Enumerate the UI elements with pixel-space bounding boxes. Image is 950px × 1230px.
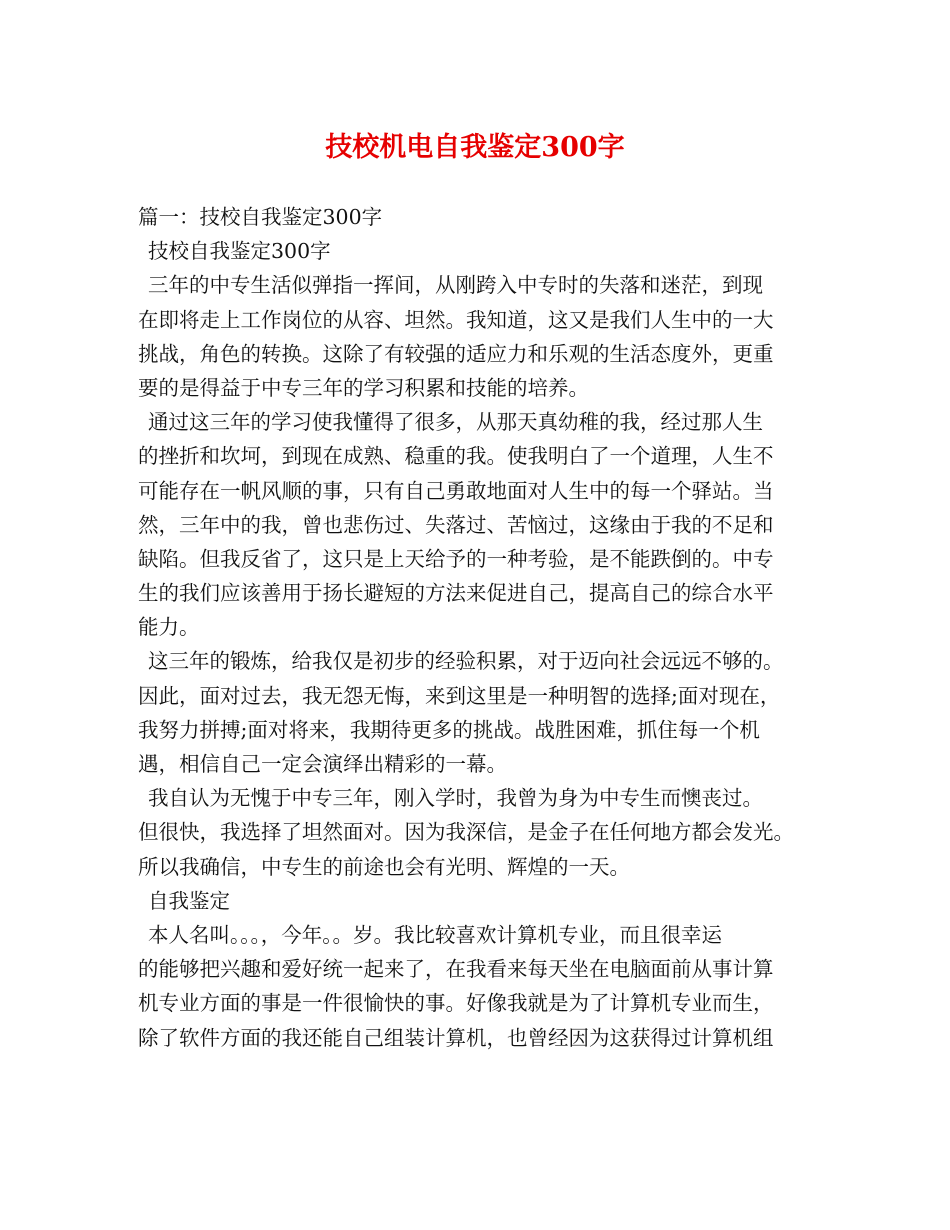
text-line: 的能够把兴趣和爱好统一起来了，在我看来每天坐在电脑面前从事计算 bbox=[138, 957, 774, 982]
text-line: 但很快，我选择了坦然面对。因为我深信，是金子在任何地方都会发光。 bbox=[138, 820, 794, 845]
text-line: 我自认为无愧于中专三年，刚入学时，我曾为身为中专生而懊丧过。 bbox=[148, 786, 763, 811]
text-line: 要的是得益于中专三年的学习积累和技能的培养。 bbox=[138, 375, 589, 400]
text-line: 能力。 bbox=[138, 615, 200, 640]
text-line: 通过这三年的学习使我懂得了很多，从那天真幼稚的我，经过那人生 bbox=[148, 410, 763, 435]
text-line: 因此，面对过去，我无怨无悔，来到这里是一种明智的选择;面对现在， bbox=[138, 683, 781, 708]
text-line: 除了软件方面的我还能自己组装计算机，也曾经因为这获得过计算机组 bbox=[138, 1025, 774, 1050]
text-line: 缺陷。但我反省了，这只是上天给予的一种考验，是不能跌倒的。中专 bbox=[138, 546, 774, 571]
text-line: 技校自我鉴定300字 bbox=[148, 239, 331, 264]
text-line: 挑战，角色的转换。这除了有较强的适应力和乐观的生活态度外，更重 bbox=[138, 341, 774, 366]
text-line: 机专业方面的事是一件很愉快的事。好像我就是为了计算机专业而生， bbox=[138, 991, 774, 1016]
text-line: 这三年的锻炼，给我仅是初步的经验积累，对于迈向社会远远不够的。 bbox=[148, 649, 784, 674]
document-body bbox=[138, 200, 828, 1055]
text-line: 本人名叫。。。，今年。。岁。我比较喜欢计算机专业，而且很幸运 bbox=[148, 922, 722, 947]
text-line: 自我鉴定 bbox=[148, 888, 230, 913]
text-line: 然，三年中的我，曾也悲伤过、失落过、苦恼过，这缘由于我的不足和 bbox=[138, 512, 774, 537]
text-line: 篇一：技校自我鉴定300字 bbox=[138, 205, 383, 229]
text-line: 可能存在一帆风顺的事，只有自己勇敢地面对人生中的每一个驿站。当 bbox=[138, 478, 774, 503]
text-line: 生的我们应该善用于扬长避短的方法来促进自己，提高自己的综合水平 bbox=[138, 581, 774, 606]
text-line: 三年的中专生活似弹指一挥间，从刚跨入中专时的失落和迷茫，到现 bbox=[148, 273, 763, 298]
text-line: 所以我确信，中专生的前途也会有光明、辉煌的一天。 bbox=[138, 854, 630, 879]
text-line: 在即将走上工作岗位的从容、坦然。我知道，这又是我们人生中的一大 bbox=[138, 307, 774, 332]
text-line: 我努力拼搏;面对将来，我期待更多的挑战。战胜困难，抓住每一个机 bbox=[138, 717, 760, 742]
text-line: 遇，相信自己一定会演绎出精彩的一幕。 bbox=[138, 752, 507, 776]
document-title: 技校机电自我鉴定300字 bbox=[325, 132, 625, 163]
text-line: 的挫折和坎坷，到现在成熟、稳重的我。使我明白了一个道理，人生不 bbox=[138, 444, 774, 469]
